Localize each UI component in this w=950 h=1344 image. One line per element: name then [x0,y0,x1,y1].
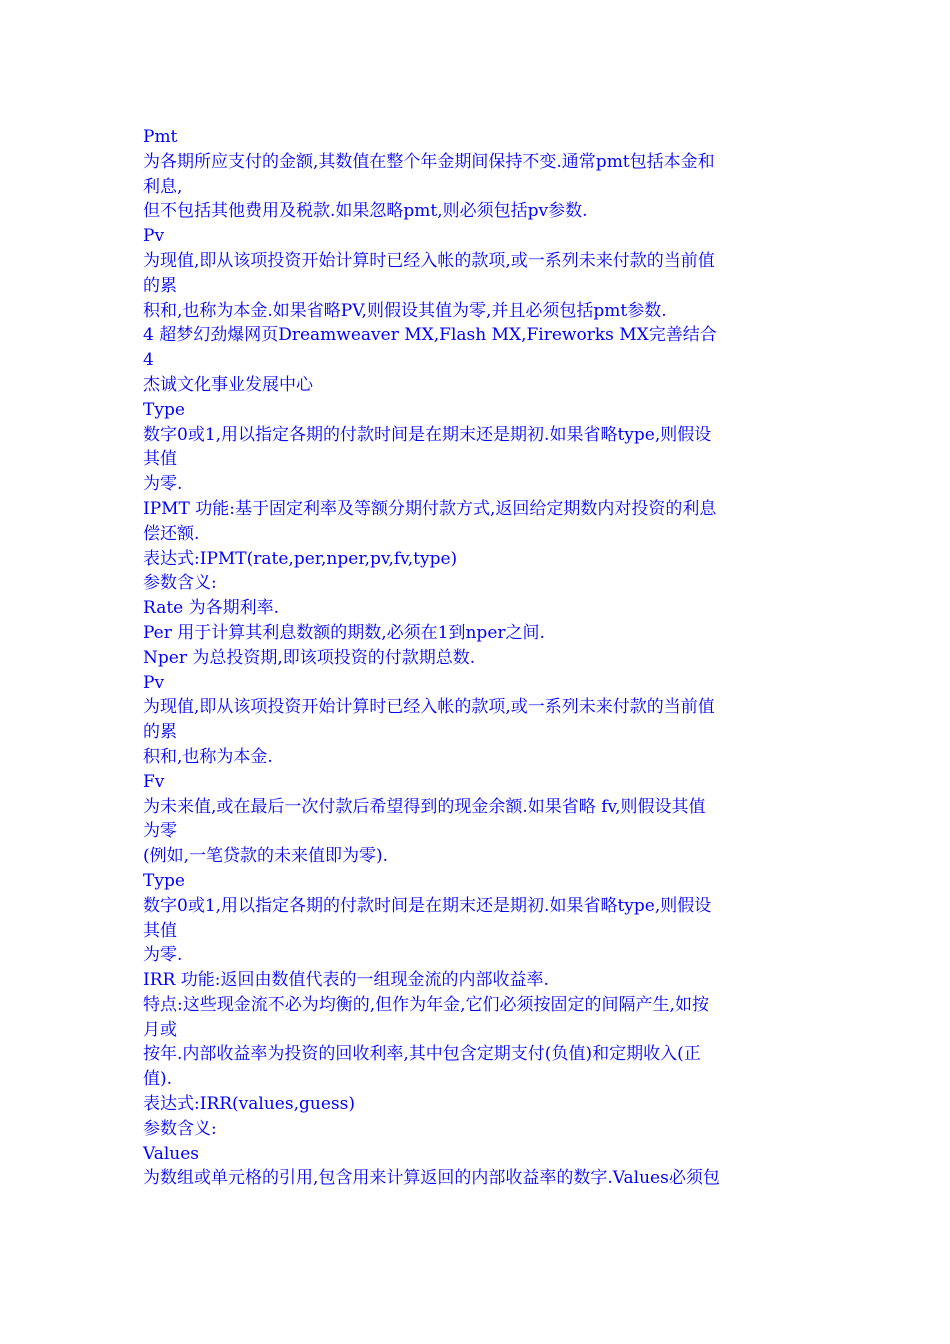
text-line: Pv [143,226,165,247]
document-body [143,125,808,1191]
text-line: (例如,一笔贷款的未来值即为零). [143,846,389,867]
text-line: 特点:这些现金流不必为均衡的,但作为年金,它们必须按固定的间隔产生,如按 [143,994,709,1015]
text-line: 为未来值,或在最后一次付款后希望得到的现金余额.如果省略 fv,则假设其值 [143,796,706,817]
text-line: Rate 为各期利率. [143,598,280,619]
text-line: Per 用于计算其利息数额的期数,必须在1到nper之间. [143,622,545,643]
text-line: IPMT 功能:基于固定利率及等额分期付款方式,返回给定期数内对投资的利息 [143,498,717,519]
text-line: 杰诚文化事业发展中心 [143,374,313,395]
text-line: 为零. [143,474,183,495]
text-line: 积和,也称为本金. [143,746,273,767]
text-line: 数字0或1,用以指定各期的付款时间是在期末还是期初.如果省略type,则假设 [143,424,712,445]
text-line: 偿还额. [143,523,200,544]
text-line: Type [143,399,185,420]
text-line: IRR 功能:返回由数值代表的一组现金流的内部收益率. [143,970,549,991]
text-line: Pv [143,672,165,693]
text-line: 参数含义: [143,573,217,594]
text-line: 表达式:IPMT(rate,per,nper,pv,fv,type) [143,548,458,569]
text-line: 表达式:IRR(values,guess) [143,1094,355,1115]
text-line: 值). [143,1069,173,1090]
text-line: 为各期所应支付的金额,其数值在整个年金期间保持不变.通常pmt包括本金和 [143,151,715,172]
text-line: Fv [143,771,165,792]
text-line: 为零. [143,945,183,966]
text-line: 的累 [143,722,177,743]
text-line: 4 超梦幻劲爆网页Dreamweaver MX,Flash MX,Fireworks MX完善结合 [143,325,717,346]
text-line: 月或 [143,1019,177,1040]
text-line: 但不包括其他费用及税款.如果忽略pmt,则必须包括pv参数. [143,201,588,222]
text-line: 参数含义: [143,1118,217,1139]
text-line: 利息, [143,176,183,197]
text-line: 其值 [143,920,177,941]
text-line: 按年.内部收益率为投资的回收利率,其中包含定期支付(负值)和定期收入(正 [143,1044,701,1065]
text-line: 为现值,即从该项投资开始计算时已经入帐的款项,或一系列未来付款的当前值 [143,697,715,718]
text-line: 为数组或单元格的引用,包含用来计算返回的内部收益率的数字.Values必须包 [143,1168,720,1189]
text-line: Nper 为总投资期,即该项投资的付款期总数. [143,647,476,668]
text-line: 的累 [143,275,177,296]
text-line: 为零 [143,821,177,842]
text-line: 积和,也称为本金.如果省略PV,则假设其值为零,并且必须包括pmt参数. [143,300,667,321]
text-line: 其值 [143,449,177,470]
text-line: 4 [143,350,154,371]
text-line: Pmt [143,127,178,147]
text-line: Values [143,1143,200,1164]
text-line: 数字0或1,用以指定各期的付款时间是在期末还是期初.如果省略type,则假设 [143,895,712,916]
text-line: Type [143,870,185,891]
text-line: 为现值,即从该项投资开始计算时已经入帐的款项,或一系列未来付款的当前值 [143,250,715,271]
